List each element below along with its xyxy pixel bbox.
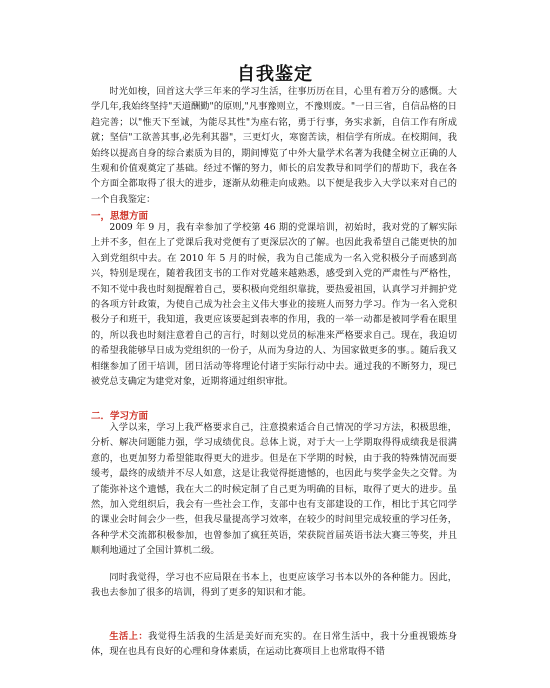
- life-paragraph: [91, 629, 457, 660]
- section-heading-thought: 一，思想方面: [91, 211, 149, 222]
- section-body-thought: 2009 年 9 月，我有幸参加了学校第 46 期的党课培训，初始时，我对党的了解实际上并不多，但在上了党课后我对党便有了更深层次的了解。也因此我希望自己能更快的加入到党组织中去。在 2010 年 5 月的时候，我为自己能成为一名入党积极分子而感到高兴，特别是现在，随着我团支书的工作对党越来越熟悉，感受到入党的严肃性与严格性，不知不觉中我也时刻提醒着自己，要积极向党组织靠拢，要热爱祖国，认真学习并拥护党的各项方针政策，为使自己成为社会主义伟大事业的接班人而努力学习。作为一名入党积极分子和班干，我知道，我更应该要起到表率的作用，我的一举一动都是被同学看在眼里的，所以我也时刻注意着自己的言行，时刻以党员的标准来严格要求自己。现在，我迫切的希望我能够早日成为党组织的一份子，从而为身边的人、为国家做更多的事。。随后我又相继参加了团干培训，团日活动等将理论付诸于实际行动中去。通过我的不断努力，现已被党总支确定为建党对象，近期将通过组织审批。: [91, 222, 457, 388]
- section-body-study: 入学以来，学习上我严格要求自己，注意摸索适合自己情况的学习方法，积极思维，分析、解决问题能力强，学习成绩优良。总体上说，对于大一上学期取得得成绩我是很满意的，也更加努力希望能取得更大的进步。但是在下学期的时候，由于我的特殊情况而要缓考，最终的成绩并不尽人如意，这是让我觉得挺遗憾的，也因此与奖学金失之交臂。为了能弥补这个遗憾，我在大二的时候定制了自己更为明确的目标，取得了更大的进步。虽然，加入党组织后，我会有一些社会工作，支部中也有支部建设的工作，相比于其它同学的课业会时间会少一些，但我尽量提高学习效率，在较少的时间里完成较重的学习任务，各种学术交流都积极参加，也曾参加了疯狂英语，荣获院首届英语书法大赛三等奖，并且顺利地通过了全国计算机二级。: [91, 422, 457, 557]
- life-text: 我觉得生活我的生活是美好而充实的。在日常生活中，我十分重视锻炼身体，现在也具有良好的心理和身体素质，在运动比赛项目上也常取得不错: [91, 631, 458, 658]
- section-body-study-continued: 同时我觉得，学习也不应局限在书本上，也更应该学习书本以外的各种能力。因此，我也去参加了很多的培训，得到了更多的知识和才能。: [91, 572, 457, 599]
- section-heading-study: 二．学习方面: [91, 411, 149, 422]
- intro-paragraph: 时光如梭，回首这大学三年来的学习生活，往事历历在目，心里有着万分的感慨。大学几年,我始终坚持"天道酬勤"的原则,"凡事豫则立，不豫则废。"一日三省，自信品格的日趋完善；以"惟天下至诚，为能尽其性"为座右铭，勇于行事，务实求新，自信工作有所成就；坚信"工欲善其事,必先利其器"，三更灯火，寒窗苦读，相信学有所成。在校期间，我始终以提高自身的综合素质为目的，期间博览了中外大量学术名著为我健全树立正确的人生观和价值观奠定了基础。经过不懈的努力，师长的启发教导和同学们的帮助下，我在各个方面全都取得了很大的进步，逐渐从幼稚走向成熟。以下便是我步入大学以来对自己的一个自我鉴定：: [91, 86, 457, 205]
- document-title: 自我鉴定: [237, 64, 313, 85]
- life-label: 生活上：: [109, 631, 149, 642]
